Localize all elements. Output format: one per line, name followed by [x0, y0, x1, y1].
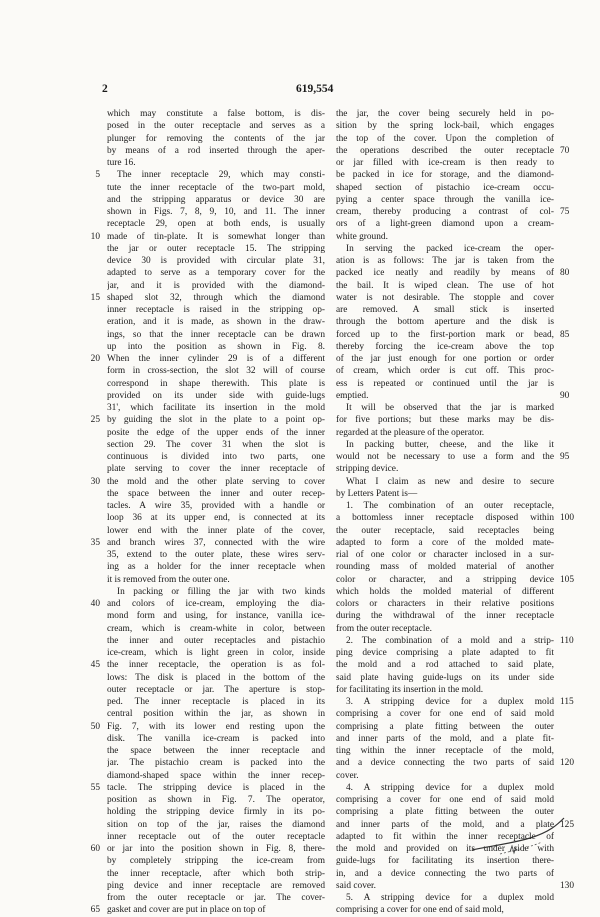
- line-number: 35: [90, 537, 100, 548]
- line-number-spacer: [560, 427, 586, 439]
- text-line: and branch wires 37, connected with the wire: [107, 537, 325, 548]
- line-number-spacer: [560, 243, 586, 255]
- line-number-spacer: [82, 819, 100, 831]
- line-number-spacer: [560, 537, 586, 549]
- text-line: which may constitute a false bottom, is dis-: [107, 109, 325, 119]
- line-number-spacer: [560, 721, 586, 733]
- text-line: regarded at the pleasure of the operator.: [336, 427, 485, 438]
- line-number: 15: [90, 292, 100, 303]
- line-number-spacer: [82, 218, 100, 230]
- line-number-spacer: [82, 439, 100, 451]
- text-line: of the jar just enough for one portion or order: [336, 354, 554, 364]
- line-number: 130: [560, 880, 575, 891]
- text-line: adapted to form a core of the molded mate-: [336, 537, 554, 548]
- line-number: 95: [560, 452, 570, 462]
- line-number: 40: [90, 599, 100, 609]
- right-line-numbers: [560, 108, 586, 917]
- text-line: comprising a cover for one end of said mold: [336, 709, 554, 720]
- line-number-spacer: [82, 549, 100, 561]
- text-line: the space between the inner and outer recep-: [107, 488, 325, 499]
- text-line: correspond in shape therewith. This plate is: [107, 378, 325, 389]
- line-number-spacer: [560, 647, 586, 659]
- line-number-spacer: [82, 243, 100, 255]
- text-line: the mold and the other plate serving to cover: [107, 476, 325, 487]
- text-line: Fig. 7, with its lower end resting upon the: [107, 721, 325, 732]
- text-line: shaped section of pistachio ice-cream occu-: [336, 182, 554, 193]
- text-line: gasket and cover are put in place on top of: [107, 905, 266, 916]
- text-line: are removed. A small stick is inserted: [336, 305, 554, 315]
- line-number-spacer: [82, 427, 100, 439]
- text-line: up into the position as shown in Fig. 8.: [107, 341, 325, 352]
- text-line: posed in the outer receptacle and serves as a: [107, 121, 325, 132]
- line-number-spacer: [82, 512, 100, 524]
- text-line: shown in Figs. 7, 8, 9, 10, and 11. The inner: [107, 207, 325, 217]
- text-line: the inner receptacle, the operation is as fol-: [107, 660, 325, 671]
- text-line: 4. A stripping device for a duplex mold: [346, 782, 554, 793]
- line-number-spacer: [82, 868, 100, 880]
- text-line: When the inner cylinder 29 is of a different: [107, 354, 325, 364]
- line-number-spacer: [560, 892, 586, 904]
- line-number: 30: [90, 476, 100, 487]
- line-number-spacer: [82, 500, 100, 512]
- line-number-spacer: [560, 745, 586, 757]
- text-line: posite the edge of the upper ends of the inner: [107, 427, 325, 438]
- text-line: pying a center space through the vanilla ice-: [336, 194, 554, 205]
- line-number-spacer: [560, 157, 586, 169]
- line-number-spacer: [82, 757, 100, 769]
- line-number-spacer: [560, 794, 586, 806]
- line-number-spacer: [560, 500, 586, 512]
- line-number: 80: [560, 268, 570, 279]
- text-line: or jar filled with ice-cream is then ready to: [336, 158, 554, 168]
- text-line: color or character, and a stripping device: [336, 574, 554, 585]
- line-number-spacer: [560, 463, 586, 475]
- line-number: 120: [560, 758, 575, 769]
- line-number-spacer: [560, 231, 586, 243]
- line-number: 55: [90, 782, 100, 793]
- line-number-spacer: [560, 598, 586, 610]
- line-number-spacer: [82, 304, 100, 316]
- line-number-spacer: [82, 365, 100, 377]
- line-number-spacer: [82, 880, 100, 892]
- line-number-spacer: [560, 414, 586, 426]
- line-number-spacer: [560, 672, 586, 684]
- line-number-spacer: [560, 439, 586, 451]
- text-line: the top of the cover. Upon the completion of: [336, 133, 554, 144]
- text-line: the space between the inner receptacle and: [107, 746, 325, 756]
- line-number-spacer: [82, 794, 100, 806]
- text-line: 1. The combination of an outer receptacle,: [346, 501, 554, 511]
- text-line: packed ice neatly and readily by means of: [336, 268, 554, 279]
- text-line: the jar or outer receptacle 15. The stripping: [107, 243, 325, 254]
- text-line: and the stripping apparatus or device 30 are: [107, 194, 325, 205]
- line-number-spacer: [560, 292, 586, 304]
- text-line: ping device and inner receptacle are removed: [107, 880, 325, 891]
- text-line: the jar, the cover being securely held in po-: [336, 109, 554, 119]
- line-number-spacer: [82, 157, 100, 169]
- text-line: receptacle 29, open at both ends, is usually: [107, 219, 325, 230]
- line-number-spacer: [560, 733, 586, 745]
- text-line: from the outer receptacle.: [336, 623, 432, 634]
- text-line: the bail. It is wiped clean. The use of hot: [336, 280, 554, 291]
- line-number-spacer: [82, 488, 100, 500]
- line-number-spacer: [560, 610, 586, 622]
- text-line: cover.: [336, 770, 359, 781]
- text-line: central position within the jar, as shown in: [107, 709, 325, 720]
- text-line: 2. The combination of a mold and a strip-: [346, 635, 554, 646]
- text-line: said plate having guide-lugs on its under side: [336, 672, 554, 683]
- text-line: inner receptacle out of the outer receptacle: [107, 831, 325, 842]
- line-number-spacer: [560, 304, 586, 316]
- text-line: sition on top of the jar, raises the diamond: [107, 819, 325, 830]
- line-number: 50: [90, 721, 100, 732]
- line-number-spacer: [82, 120, 100, 132]
- text-line: white ground.: [336, 231, 388, 242]
- line-number-spacer: [560, 623, 586, 635]
- line-number-spacer: [82, 831, 100, 843]
- line-number-spacer: [82, 586, 100, 598]
- text-line: In serving the packed ice-cream the oper-: [346, 243, 554, 254]
- text-line: jar. The pistachio cream is packed into the: [107, 758, 325, 769]
- text-line: in, and a device connecting the two parts of: [336, 868, 554, 879]
- line-number-spacer: [82, 341, 100, 353]
- text-line: stripping device.: [336, 464, 399, 475]
- line-number: 5: [95, 170, 100, 181]
- line-number-spacer: [82, 451, 100, 463]
- line-number-spacer: [560, 476, 586, 488]
- line-number-spacer: [560, 561, 586, 573]
- text-line: shaped slot 32, through which the diamond: [107, 292, 325, 303]
- line-number-spacer: [82, 733, 100, 745]
- text-line: holding the stripping device firmly in its po-: [107, 807, 325, 818]
- line-number-spacer: [560, 255, 586, 267]
- line-number-spacer: [82, 255, 100, 267]
- text-line: during the withdrawal of the inner receptacle: [336, 611, 554, 622]
- text-line: the outer receptacle, said receptacles being: [336, 525, 554, 536]
- line-number-spacer: [82, 610, 100, 622]
- patent-number: 619,554: [296, 83, 334, 95]
- line-number-spacer: [82, 806, 100, 818]
- text-line: comprising a plate fitting between the outer: [336, 721, 554, 732]
- left-line-numbers: [82, 108, 100, 917]
- line-number: 45: [90, 660, 100, 671]
- line-number-spacer: [82, 892, 100, 904]
- text-line: It will be observed that the jar is marked: [346, 403, 554, 413]
- line-number: 60: [90, 844, 100, 854]
- line-number-spacer: [560, 855, 586, 867]
- text-line: and colors of ice-cream, employing the dia-: [107, 599, 325, 609]
- text-line: tute the inner receptacle of the two-part mold,: [107, 182, 325, 193]
- text-line: 3. A stripping device for a duplex mold: [346, 697, 554, 707]
- text-line: by means of a rod inserted through the aper-: [107, 145, 325, 156]
- text-line: which holds the molded material of different: [336, 586, 554, 597]
- line-number-spacer: [560, 782, 586, 794]
- text-line: diamond-shaped space within the inner recep-: [107, 770, 325, 781]
- text-line: ting within the inner receptacle of the mold,: [336, 746, 554, 756]
- text-line: continuous is divided into two parts, one: [107, 452, 325, 462]
- text-line: and inner parts of the mold, and a plate fit-: [336, 733, 554, 744]
- text-line: plunger for removing the contents of the jar: [107, 133, 325, 144]
- text-line: lower end with the inner plate of the cover,: [107, 525, 325, 536]
- line-number-spacer: [82, 390, 100, 402]
- text-line: lows: The disk is placed in the bottom of the: [107, 672, 325, 683]
- text-line: ings, so that the inner receptacle can be drawn: [107, 329, 325, 340]
- text-line: the operations described the outer receptacle: [336, 145, 554, 156]
- line-number-spacer: [560, 770, 586, 782]
- text-line: said cover.: [336, 880, 376, 891]
- line-number-spacer: [82, 574, 100, 586]
- text-line: ation is as follows: The jar is taken from the: [336, 256, 554, 266]
- line-number-spacer: [560, 316, 586, 328]
- text-line: comprising a plate fitting between the outer: [336, 807, 554, 818]
- text-line: be packed in ice for storage, and the diamond-: [336, 170, 554, 181]
- line-number: 70: [560, 145, 570, 156]
- line-number-spacer: [560, 194, 586, 206]
- line-number-spacer: [82, 182, 100, 194]
- text-line: 35, extend to the outer plate, these wires serv-: [107, 550, 325, 560]
- text-line: and inner parts of the mold, and a plate: [336, 819, 554, 830]
- line-number-spacer: [82, 402, 100, 414]
- text-line: the mold and a rod attached to said plate,: [336, 660, 554, 671]
- text-line: would not be necessary to use a form and the: [336, 452, 554, 462]
- line-number-spacer: [82, 623, 100, 635]
- line-number: 10: [90, 231, 100, 242]
- text-line: mond form and using, for instance, vanilla ice-: [107, 611, 325, 622]
- line-number-spacer: [82, 329, 100, 341]
- text-line: ing as a holder for the inner receptacle when: [107, 562, 325, 573]
- line-number-spacer: [82, 672, 100, 684]
- line-number-spacer: [560, 218, 586, 230]
- text-line: thereby forcing the ice-cream above the top: [336, 341, 554, 352]
- text-line: In packing butter, cheese, and the like it: [346, 439, 554, 450]
- line-number-spacer: [82, 280, 100, 292]
- line-number: 25: [90, 415, 100, 426]
- text-line: comprising a cover for one end of said mold: [336, 795, 554, 805]
- text-line: by guiding the slot in the plate to a point op-: [107, 415, 325, 426]
- line-number-spacer: [82, 145, 100, 157]
- ink-scribble-mark: [470, 816, 566, 856]
- line-number-spacer: [82, 525, 100, 537]
- text-line: for five portions; but these marks may be dis-: [336, 415, 554, 426]
- line-number-spacer: [560, 365, 586, 377]
- text-line: of cream, which order is cut off. This proc-: [336, 366, 554, 377]
- page-number: 2: [102, 83, 108, 95]
- text-line: plate serving to cover the inner receptacle of: [107, 464, 325, 475]
- text-line: comprising a cover for one end of said mold,: [336, 905, 504, 916]
- text-line: emptied.: [336, 390, 369, 401]
- text-line: sition by the spring lock-bail, which engages: [336, 121, 554, 132]
- text-line: adapted to fit within the inner receptacle of: [336, 831, 554, 842]
- text-line: by Letters Patent is—: [336, 488, 418, 499]
- text-line: 5. A stripping device for a duplex mold: [346, 893, 554, 903]
- line-number: 115: [560, 697, 574, 707]
- text-line: ture 16.: [107, 158, 136, 168]
- line-number-spacer: [560, 659, 586, 671]
- text-line: forced up to the first-portion mark or bead,: [336, 329, 554, 340]
- text-line: guide-lugs for facilitating its insertion there-: [336, 856, 554, 867]
- line-number-spacer: [560, 402, 586, 414]
- line-number-spacer: [560, 182, 586, 194]
- text-line: ors of a light-green diamond upon a cream-: [336, 219, 554, 230]
- line-number-spacer: [560, 120, 586, 132]
- text-line: What I claim as new and desire to secure: [346, 476, 554, 487]
- line-number-spacer: [82, 108, 100, 120]
- right-text-column: [336, 108, 554, 917]
- text-line: a bottomless inner receptacle disposed within: [336, 513, 554, 524]
- line-number-spacer: [560, 169, 586, 181]
- line-number-spacer: [82, 378, 100, 390]
- line-number-spacer: [82, 206, 100, 218]
- text-line: eration, and it is made, as shown in the draw-: [107, 317, 325, 328]
- text-line: adapted to serve as a temporary cover for the: [107, 268, 325, 279]
- text-line: it is removed from the outer one.: [107, 574, 230, 585]
- line-number-spacer: [560, 868, 586, 880]
- text-line: loop 36 at its upper end, is connected at its: [107, 513, 325, 524]
- line-number: 75: [560, 207, 570, 217]
- text-line: or jar into the position shown in Fig. 8, there-: [107, 844, 325, 854]
- text-line: by completely stripping the ice-cream from: [107, 856, 325, 867]
- line-number-spacer: [560, 549, 586, 561]
- text-line: outer receptacle or jar. The aperture is stop-: [107, 684, 325, 695]
- line-number-spacer: [560, 904, 586, 916]
- text-line: cream, thereby producing a contrast of col-: [336, 207, 554, 217]
- line-number-spacer: [82, 647, 100, 659]
- text-line: In packing or filling the jar with two kinds: [117, 586, 325, 597]
- left-text-column: [107, 108, 325, 917]
- text-line: ping device comprising a plate adapted to fit: [336, 648, 554, 658]
- line-number: 90: [560, 390, 570, 401]
- text-line: The inner receptacle 29, which may consti-: [117, 170, 325, 181]
- text-line: and a device connecting the two parts of said: [336, 758, 554, 769]
- text-line: from the outer receptacle or jar. The cover-: [107, 893, 325, 903]
- line-number-spacer: [82, 267, 100, 279]
- text-line: provided on its under side with guide-lugs: [107, 390, 325, 401]
- line-number-spacer: [560, 525, 586, 537]
- text-line: tacles. A wire 35, provided with a handle or: [107, 501, 325, 511]
- line-number: 110: [560, 635, 574, 646]
- line-number-spacer: [560, 488, 586, 500]
- text-line: inner receptacle is raised in the stripping op-: [107, 305, 325, 315]
- text-line: tacle. The stripping device is placed in the: [107, 782, 325, 793]
- line-number-spacer: [82, 745, 100, 757]
- text-line: water is not desirable. The stopple and cover: [336, 292, 554, 303]
- line-number-spacer: [560, 684, 586, 696]
- text-line: 31', which facilitate its insertion in the mold: [107, 403, 325, 413]
- text-line: disk. The vanilla ice-cream is packed into: [107, 733, 325, 744]
- line-number-spacer: [560, 586, 586, 598]
- text-line: the inner receptacle, after which both strip-: [107, 868, 325, 879]
- text-line: section 29. The cover 31 when the slot is: [107, 439, 325, 450]
- line-number-spacer: [82, 133, 100, 145]
- line-number-spacer: [82, 855, 100, 867]
- text-line: the inner and outer receptacles and pistachio: [107, 635, 325, 646]
- text-line: ice-cream, which is light green in color, inside: [107, 648, 325, 658]
- line-number: 20: [90, 354, 100, 364]
- line-number-spacer: [82, 770, 100, 782]
- text-line: ped. The inner receptacle is placed in its: [107, 697, 325, 707]
- line-number: 65: [90, 905, 100, 916]
- line-number: 105: [560, 574, 575, 585]
- text-line: the mold and provided on its under side with: [336, 844, 554, 854]
- text-line: jar, and it is provided with the diamond-: [107, 280, 325, 291]
- line-number-spacer: [82, 316, 100, 328]
- line-number-spacer: [560, 133, 586, 145]
- text-line: cream, which is cream-white in color, between: [107, 623, 325, 634]
- text-line: rounding mass of molded material of another: [336, 562, 554, 573]
- text-line: made of tin-plate. It is somewhat longer than: [107, 231, 325, 242]
- line-number: 100: [560, 513, 575, 524]
- text-line: through the bottom aperture and the disk is: [336, 317, 554, 328]
- line-number-spacer: [82, 635, 100, 647]
- line-number: 125: [560, 819, 575, 830]
- line-number-spacer: [560, 378, 586, 390]
- line-number-spacer: [560, 280, 586, 292]
- text-line: rial of one color or character inclosed in a sur-: [336, 550, 554, 560]
- line-number-spacer: [560, 353, 586, 365]
- line-number-spacer: [560, 341, 586, 353]
- line-number-spacer: [560, 108, 586, 120]
- line-number-spacer: [82, 561, 100, 573]
- text-line: ess is repeated or continued until the jar is: [336, 378, 554, 389]
- text-line: colors or characters in their relative positions: [336, 599, 554, 609]
- line-number-spacer: [82, 708, 100, 720]
- text-line: form in cross-section, the slot 32 will of course: [107, 366, 325, 377]
- text-line: device 30 is provided with circular plate 31,: [107, 256, 325, 266]
- line-number-spacer: [82, 684, 100, 696]
- line-number-spacer: [560, 708, 586, 720]
- line-number: 85: [560, 329, 570, 340]
- text-line: position as shown in Fig. 7. The operator,: [107, 795, 325, 805]
- line-number-spacer: [82, 696, 100, 708]
- line-number-spacer: [82, 194, 100, 206]
- line-number-spacer: [82, 463, 100, 475]
- text-line: for facilitating its insertion in the mold.: [336, 684, 484, 695]
